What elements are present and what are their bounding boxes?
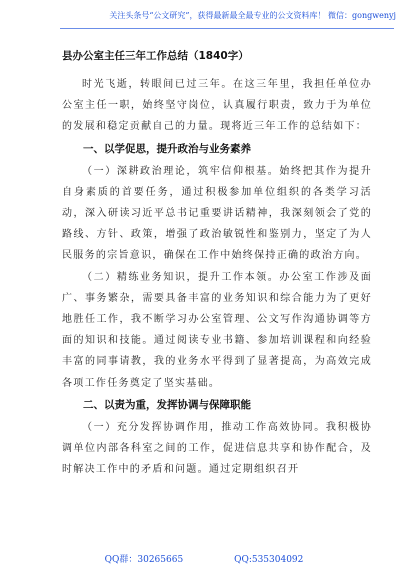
- section2-paragraph-1: （一）充分发挥协调作用，推动工作高效协同。我积极协调单位内部各科室之间的工作，促进信息共享和协作配合，及时解决工作中的矛盾和问题。通过定期组织召开: [62, 421, 372, 476]
- section-heading-1: 一、以学促思，提升政治与业务素养: [83, 142, 251, 155]
- footer-contact: [0, 552, 408, 565]
- header-watermark: 关注头条号“公文研究”，获得最新最全最专业的公文资料库！ 微信：gongwenyj: [109, 11, 396, 20]
- footer-qq-group: QQ群：30265665: [104, 555, 184, 565]
- intro-paragraph: 时光飞逝，转眼间已过三年。在这三年里，我担任单位办公室主任一职，始终坚守岗位，认真履行职责，致力于为单位的发展和稳定贡献自己的力量。现将近三年工作的总结如下：: [62, 79, 372, 133]
- header-divider: [60, 28, 394, 29]
- footer-qq-number: QQ:535304092: [234, 555, 304, 565]
- document-body: [62, 48, 372, 480]
- document-title: 县办公室主任三年工作总结（1840字）: [62, 50, 249, 62]
- section1-paragraph-2: （二）精练业务知识，提升工作本领。办公室工作涉及面广、事务繁杂，需要具备丰富的业务知识和综合能力为了更好地胜任工作，我不断学习办公室管理、公文写作沟通协调等方面的知识和技能。通过阅读专业书籍、参加培训课程和向经验丰富的同事请教，我的业务水平得到了显著提高，为高效完成各项工作任务奠定了坚实基础。: [62, 271, 372, 389]
- section1-paragraph-1: （一）深耕政治理论，筑牢信仰根基。始终把其作为提升自身素质的首要任务，通过积极参加单位组织的各类学习活动，深入研读习近平总书记重要讲话精神，我深刻领会了党的路线、方针、政策，增强了政治敏锐性和鉴别力，坚定了为人民服务的宗旨意识，确保在工作中始终保持正确的政治方向。: [62, 165, 372, 262]
- section-heading-2: 二、以责为重，发挥协调与保障职能: [83, 398, 251, 411]
